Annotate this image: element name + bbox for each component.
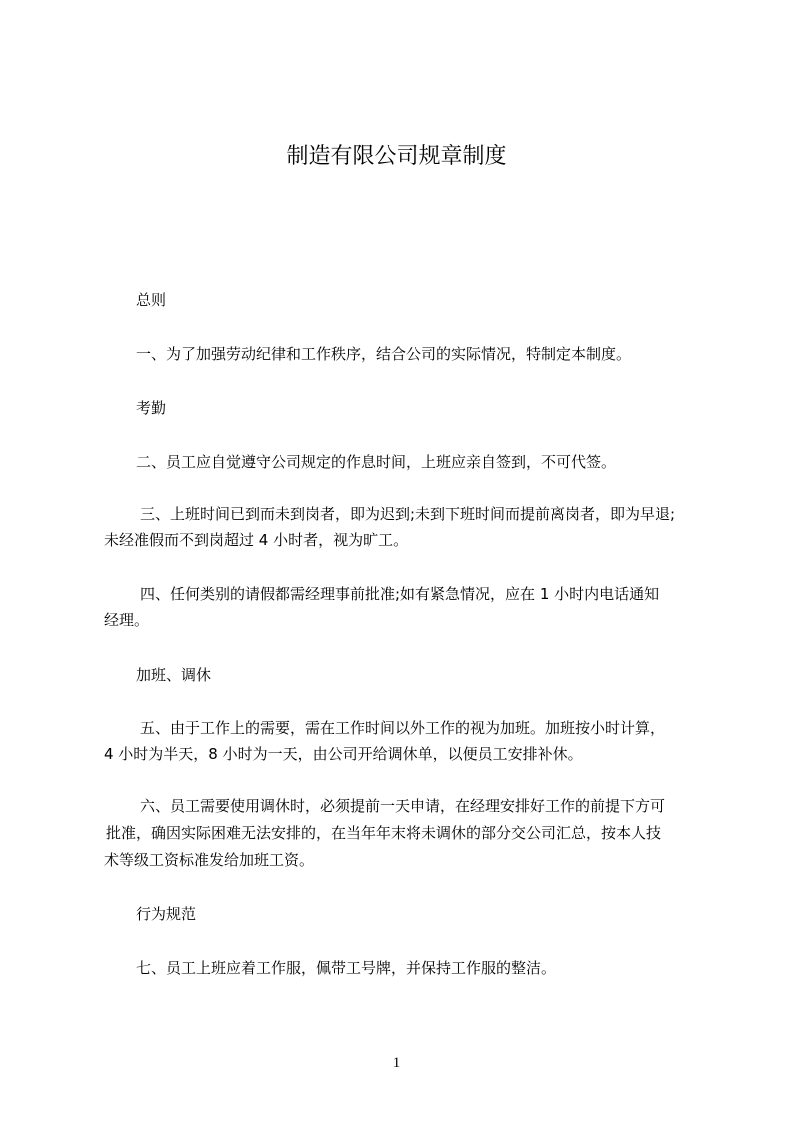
paragraph-3-line-2: 未经准假而不到岗超过 4 小时者，视为旷工。 [104, 531, 409, 549]
heading-general: 总则 [136, 291, 167, 309]
paragraph-6-line-3: 术等级工资标准发给加班工资。 [104, 851, 315, 869]
page-number: 1 [392, 1055, 401, 1071]
document-title: 制造有限公司规章制度 [286, 144, 507, 169]
paragraph-1: 一、为了加强劳动纪律和工作秩序，结合公司的实际情况，特制定本制度。 [136, 345, 632, 363]
paragraph-2: 二、员工应自觉遵守公司规定的作息时间，上班应亲自签到，不可代签。 [136, 453, 617, 471]
heading-overtime: 加班、调休 [136, 666, 212, 684]
heading-attendance: 考勤 [136, 399, 167, 417]
paragraph-5-line-1: 五、由于工作上的需要，需在工作时间以外工作的视为加班。加班按小时计算， [140, 719, 666, 737]
paragraph-4-line-1: 四、任何类别的请假都需经理事前批准;如有紧急情况，应在 1 小时内电话通知 [140, 585, 660, 603]
paragraph-6-line-1: 六、员工需要使用调休时，必须提前一天申请，在经理安排好工作的前提下方可 [140, 797, 666, 815]
paragraph-4-line-2: 经理。 [104, 611, 150, 629]
paragraph-3-line-1: 三、上班时间已到而未到岗者，即为迟到;未到下班时间而提前离岗者，即为早退; [140, 505, 676, 523]
paragraph-5-line-2: 4 小时为半天，8 小时为一天，由公司开给调休单，以便员工安排补休。 [104, 745, 583, 763]
heading-conduct: 行为规范 [136, 905, 197, 923]
paragraph-6-line-2: 批准，确因实际困难无法安排的，在当年年末将未调休的部分交公司汇总，按本人技 [106, 824, 662, 842]
paragraph-7: 七、员工上班应着工作服，佩带工号牌，并保持工作服的整洁。 [136, 959, 557, 977]
